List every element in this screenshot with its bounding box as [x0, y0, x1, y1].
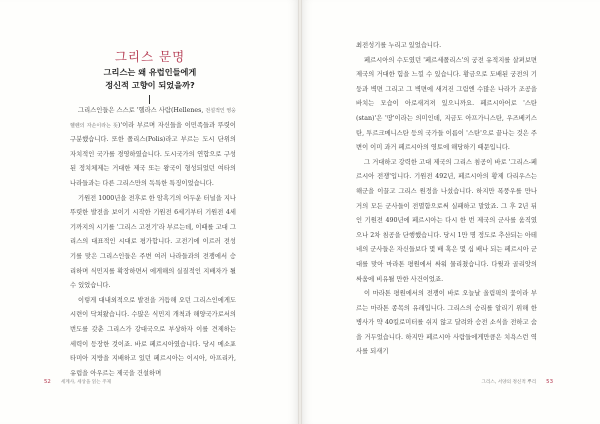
left-paragraph-2: 기원전 1000년을 전후로 한 암흑기의 어두운 터널을 지나 뚜렷한 발전을 보이기 시작한 기원전 6세기부터 기원전 4세기까지의 시기를 '그리스 고전기'라 부르는데, 이때를 고대 그리스의 대표적인 시대로 평가합니다. 고전기에 이르러 전성기를 맞은 그리스인들은 주변 여러 나라들과의 전쟁에서 승리하며 식민지를 확장하면서 에게해의 실질적인 지배자가 될 수 있었습니다.: [70, 194, 236, 290]
subtitle-line-2: 정신적 고향이 되었을까?: [105, 80, 195, 90]
right-page: [300, 0, 600, 424]
right-footer: [481, 379, 553, 385]
left-paragraph-1: [70, 104, 236, 192]
title-divider: [149, 95, 150, 104]
right-paragraph-3: 그 거대하고 강력한 고대 제국의 그리스 침공이 바로 '그리스-페르시아 전쟁'입니다. 기원전 492년, 페르시아의 황제 다리우스는 해군을 이끌고 그리스 원정을 나섰습니다. 하지만 폭풍우를 만나 거의 모든 군사들이 전멸함으로써 실패하고 말았죠. 그 후 2년 뒤인 기원전 490년에 페르시아는 다시 한 번 제국의 군사를 움직였으나 2차 침공을 단행했습니다. 당시 1만 명 정도로 추산되는 아테네의 군사들은 자신들보다 몇 배 혹은 몇 십 배나 되는 페르시아 군대를 맞아 마라톤 평원에서 싸워 물리쳤습니다. 다윗과 골리앗의 싸움에 비유될 만한 사건이었죠.: [356, 158, 537, 283]
running-head-right: 그리스, 서양의 정신적 뿌리: [481, 380, 537, 385]
right-body-text: [356, 39, 537, 360]
right-paragraph-4: 이 마라톤 평원에서의 전쟁이 바로 오늘날 올림픽의 꽃이라 부르는 마라톤 종목의 유래입니다. 그리스의 승리를 알리기 위해 한 병사가 약 40킬로미터를 쉬지 않고 달려와 승전 소식을 전하고 숨을 거두었습니다. 하지만 페르시아 사람들에게만큼은 치욕스런 역사를 되새기: [356, 290, 537, 356]
left-body-text: [70, 104, 236, 381]
paragraph-text: )'이라 부르며 자신들을 이민족들과 뚜렷이 구분했습니다. 또한 폴리스(Polis)라고 부르는 도시 단위의 자치적인 국가를 경영하였습니다. 도시국가의 연합으로 구성된 정치체제는 거대한 제국 또는 왕국이 형성되었던 여타의 나라들과는 다른 그리스만의 독특한 특징이었습니다.: [70, 121, 236, 187]
chapter-title: 그리스 문명: [114, 49, 186, 64]
book-gutter: [298, 0, 302, 424]
right-paragraph-1: 최전성기를 누리고 있었습니다.: [356, 42, 442, 49]
left-footer: [44, 379, 111, 385]
right-paragraph-2: 페르시아의 수도였던 '페르세폴리스'의 궁전 유적지를 살펴보면 제국의 거대한 힘을 느낄 수 있습니다. 황금으로 도배된 궁전의 기둥과 벽면 그리고 그 벽면에 새겨진 그림엔 수많은 나라가 조공을 바치는 모습이 아로새겨져 있으니까요. 페르시아어로 '스탄(stan)'은 '땅'이라는 의미인데, 지금도 아프가니스탄, 우즈베키스탄, 투르크메니스탄 등의 국가들 이름이 '스탄'으로 끝나는 것은 주변이 이미 과거 페르시아의 영토에 해당하기 때문입니다.: [356, 56, 537, 152]
subtitle-line-1: 그리스는 왜 유럽인들에게: [103, 67, 197, 77]
paragraph-text: 그리스인들은 스스로 '헬라스 사람(Hellenes,: [78, 107, 206, 114]
left-paragraph-3: 이렇게 대내외적으로 발전을 거듭해 오던 그리스인에게도 시련이 닥쳐왔습니다. 수많은 식민지 개척과 해양국가로서의 번도를 갖춘 그리스가 강대국으로 부상하자 이를 견제하는 세력이 등장한 것이죠. 바로 페르시아였습니다. 당시 메소포타미아 지방을 지배하고 있던 페르시아는 이시아, 아프리카, 유럽을 아우르는 제국을 건설하며: [70, 296, 236, 377]
page-number-left: 52: [44, 379, 51, 385]
page-number-right: 53: [546, 379, 553, 385]
running-head-left: 세계사, 세상을 읽는 주제: [60, 380, 112, 385]
gloss-note: 전설적인 영웅 헬렌의 자손이라는 뜻: [70, 108, 236, 129]
